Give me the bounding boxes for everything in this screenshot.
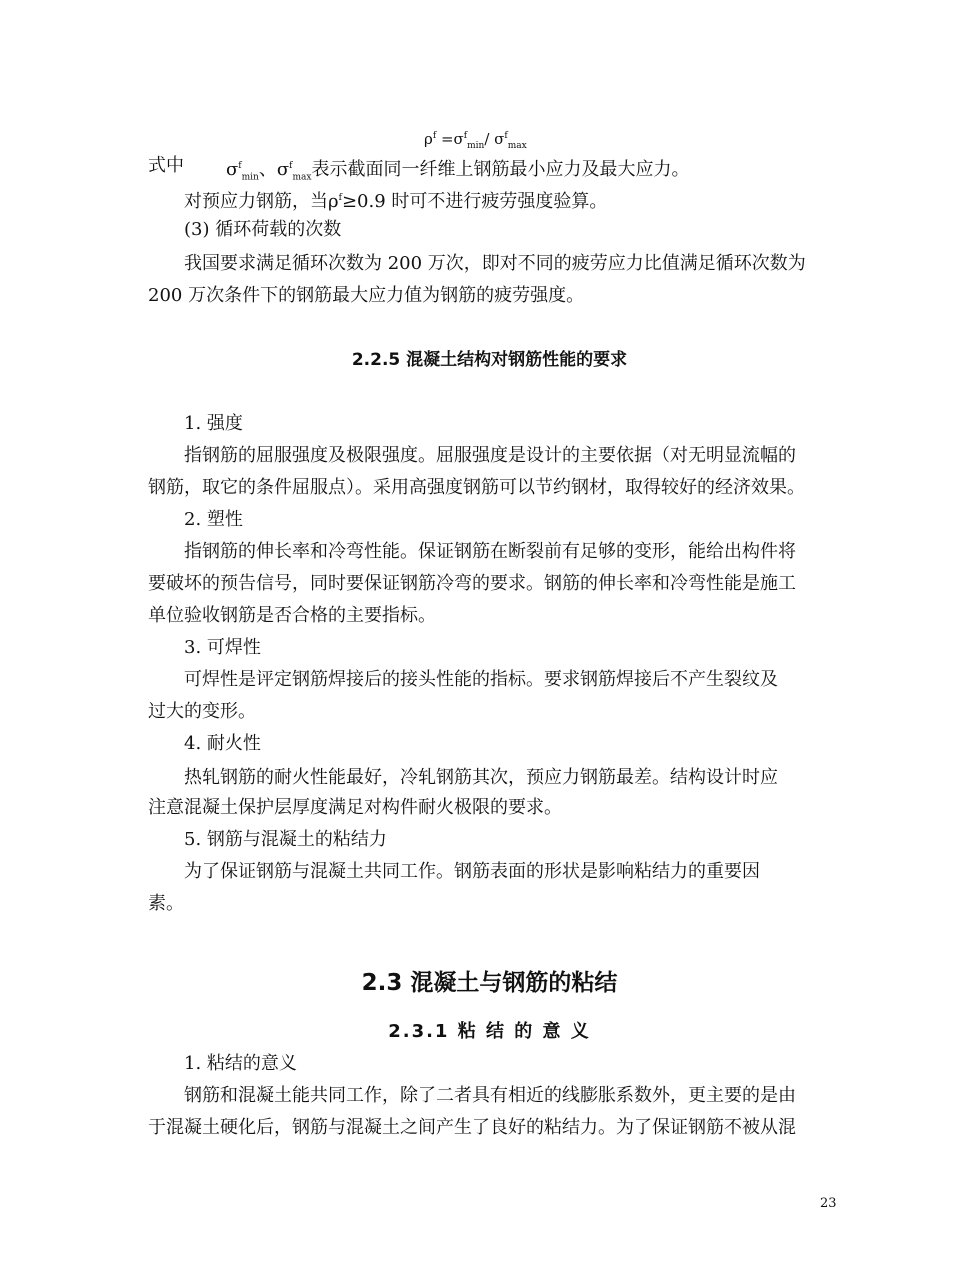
section-2-3-heading: 2.3 混凝土与钢筋的粘结 bbox=[361, 970, 618, 996]
plasticity-title: 2. 塑性 bbox=[184, 509, 243, 530]
fire-resistance-title: 4. 耐火性 bbox=[184, 733, 261, 754]
strength-title: 1. 强度 bbox=[184, 413, 243, 434]
fire-resistance-line1: 热轧钢筋的耐火性能最好，冷轧钢筋其次，预应力钢筋最差。结构设计时应 bbox=[184, 767, 778, 788]
weldability-line1: 可焊性是评定钢筋焊接后的接头性能的指标。要求钢筋焊接后不产生裂纹及 bbox=[184, 669, 778, 690]
bond-force-title: 5. 钢筋与混凝土的粘结力 bbox=[184, 829, 387, 850]
bond-meaning-title: 1. 粘结的意义 bbox=[184, 1053, 297, 1074]
item3-line1: 我国要求满足循环次数为 200 万次，即对不同的疲劳应力比值满足循环次数为 bbox=[184, 253, 806, 274]
plasticity-line1: 指钢筋的伸长率和冷弯性能。保证钢筋在断裂前有足够的变形，能给出构件将 bbox=[184, 541, 796, 562]
where-label: 式中 bbox=[148, 155, 184, 176]
prestress-paragraph: 对预应力钢筋，当$\rho^f\ge 0.9$ 时可不进行疲劳强度验算。 bbox=[184, 191, 608, 212]
weldability-title: 3. 可焊性 bbox=[184, 637, 261, 658]
bond-force-line2: 素。 bbox=[148, 893, 184, 914]
strength-line2: 钢筋，取它的条件屈服点）。采用高强度钢筋可以节约钢材，取得较好的经济效果。 bbox=[148, 477, 805, 498]
page-number: 23 bbox=[820, 1196, 837, 1211]
where-definition: $\sigma^f_{min}$、$\sigma^f_{max}$表示截面同一纤维上钢筋最小应力及最大应力。 bbox=[226, 159, 690, 183]
strength-line1: 指钢筋的屈服强度及极限强度。屈服强度是设计的主要依据（对无明显流幅的 bbox=[184, 445, 796, 466]
weldability-line2: 过大的变形。 bbox=[148, 701, 256, 722]
item3-line2: 200 万次条件下的钢筋最大应力值为钢筋的疲劳强度。 bbox=[148, 285, 585, 306]
section-2-2-5-heading: 2.2.5 混凝土结构对钢筋性能的要求 bbox=[351, 350, 628, 370]
item3-title: (3) 循环荷载的次数 bbox=[184, 219, 342, 240]
section-2-3-1-heading: 2.3.1 粘 结 的 意 义 bbox=[388, 1021, 591, 1042]
bond-meaning-line1: 钢筋和混凝土能共同工作，除了二者具有相近的线膨胀系数外，更主要的是由 bbox=[184, 1085, 796, 1106]
plasticity-line2: 要破坏的预告信号，同时要保证钢筋冷弯的要求。钢筋的伸长率和冷弯性能是施工 bbox=[148, 573, 796, 594]
bond-force-line1: 为了保证钢筋与混凝土共同工作。钢筋表面的形状是影响粘结力的重要因 bbox=[184, 861, 760, 882]
bond-meaning-line2: 于混凝土硬化后，钢筋与混凝土之间产生了良好的粘结力。为了保证钢筋不被从混 bbox=[148, 1117, 796, 1138]
fatigue-ratio-formula: $\rho^f =\sigma^f_{min}/$ $\sigma^f_{max}$ bbox=[424, 130, 527, 151]
plasticity-line3: 单位验收钢筋是否合格的主要指标。 bbox=[148, 605, 436, 626]
fire-resistance-line2: 注意混凝土保护层厚度满足对构件耐火极限的要求。 bbox=[148, 797, 562, 818]
